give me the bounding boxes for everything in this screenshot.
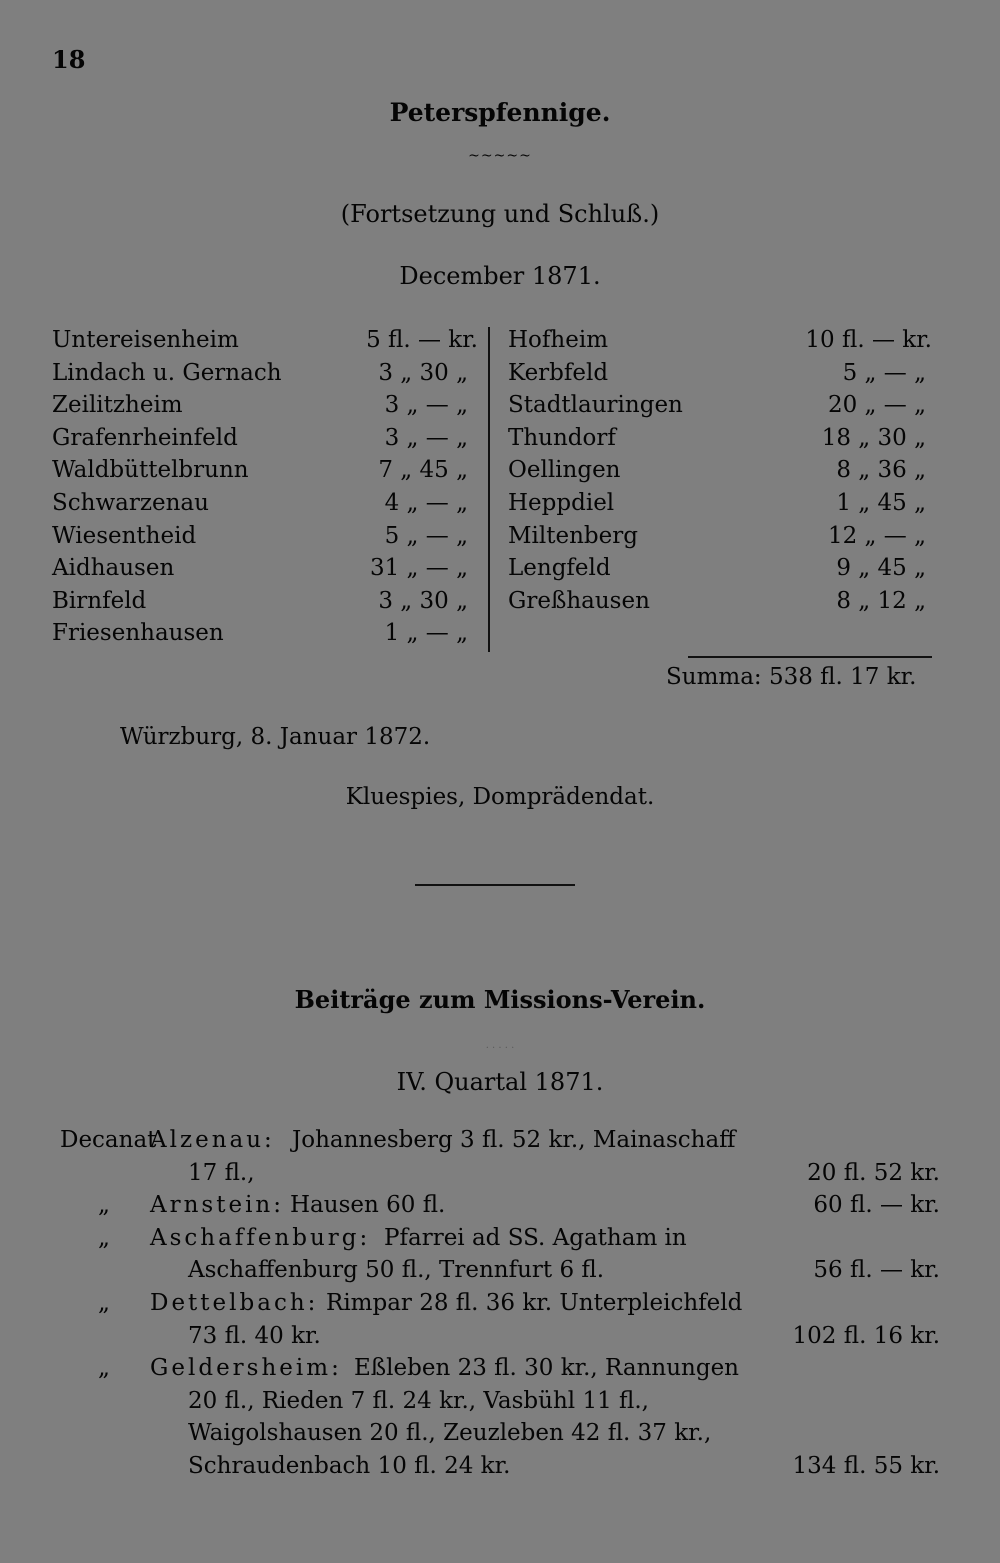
amount: 7 „ 45 „ [378,457,468,484]
entry-prefix: „ [98,1192,110,1219]
amount: 10 fl. — kr. [805,327,932,353]
amount: 5 fl. — kr. [366,327,478,353]
list-item [0,1320,1000,1353]
place-name: Stadtlauringen [508,392,683,419]
list-item [52,552,478,585]
list-item [52,487,478,520]
entry-text: Schraudenbach 10 fl. 24 kr. [188,1452,511,1479]
list-item [0,1222,1000,1255]
place-name: Heppdiel [508,489,615,516]
list-item [0,1254,1000,1287]
list-item [0,1157,1000,1190]
deanery-name: Aschaffenburg: [150,1224,371,1251]
entry-text: Rimpar 28 fl. 36 kr. Unterpleichfeld [326,1289,743,1316]
entry-text: Pfarrei ad SS. Agatham in [384,1224,687,1251]
place-name: Birnfeld [52,587,147,614]
entry-prefix: „ [98,1289,110,1316]
list-item [508,585,932,618]
contribution-list [0,1124,1000,1483]
list-item [52,357,478,390]
entry-text: 73 fl. 40 kr. [188,1322,321,1349]
list-item [508,357,932,390]
total-rule [688,656,932,658]
page-number: 18 [52,45,86,74]
entry-prefix: „ [98,1224,110,1251]
place-name: Untereisenheim [52,327,239,353]
list-item [52,389,478,422]
place-name: Lengfeld [508,555,611,582]
amount: 5 „ — „ [842,359,926,386]
list-item [0,1385,1000,1418]
list-item [0,1352,1000,1385]
right-column [508,324,932,617]
entry-text: 17 fl., [188,1159,255,1186]
deanery-name: Geldersheim: [150,1355,342,1382]
signature: Kluespies, Domprädendat. [345,784,655,810]
list-item [0,1124,1000,1157]
list-item [0,1189,1000,1222]
list-item [508,520,932,553]
deanery-name: Alzenau: [150,1127,275,1153]
entry-text: 20 fl., Rieden 7 fl. 24 kr., Vasbühl 11 fl., [188,1387,649,1414]
amount: 4 „ — „ [384,489,468,516]
list-item [508,324,932,357]
list-item [52,585,478,618]
deanery-name: Dettelbach: [150,1289,319,1316]
amount: 5 „ — „ [384,522,468,549]
place-name: Greßhausen [508,587,650,614]
list-item [0,1417,1000,1450]
entry-prefix: Decanat [60,1127,157,1153]
place-name: Aidhausen [52,555,175,582]
place-name: Thundorf [508,424,616,451]
place-name: Schwarzenau [52,489,209,516]
list-item [508,487,932,520]
entry-amount: 102 fl. 16 kr. [792,1322,940,1349]
amount: 3 „ 30 „ [378,359,468,386]
place-name: Zeilitzheim [52,392,183,419]
list-item [508,552,932,585]
amount: 20 „ — „ [827,392,926,419]
list-item [52,454,478,487]
list-item [508,454,932,487]
entry-amount: 134 fl. 55 kr. [792,1452,940,1479]
left-column [52,324,478,650]
section-subtitle: (Fortsetzung und Schluß.) [340,200,660,228]
amount: 8 „ 36 „ [836,457,926,484]
place-name: Oellingen [508,457,621,484]
section-title-peterspfennige: Peterspfennige. [389,98,611,127]
list-item [508,389,932,422]
total-sum: Summa: 538 fl. 17 kr. [666,664,917,690]
place-name: Grafenrheinfeld [52,424,238,451]
section-title-missions-verein: Beiträge zum Missions-Verein. [294,985,706,1014]
quarter-heading: IV. Quartal 1871. [396,1068,604,1096]
place-name: Wiesentheid [52,522,197,549]
place-name: Hofheim [508,327,609,353]
place-name: Friesenhausen [52,620,224,647]
amount: 18 „ 30 „ [821,424,926,451]
section-separator [415,884,575,886]
deanery-name: Arnstein: [150,1192,284,1219]
entry-amount: 20 fl. 52 kr. [807,1159,940,1186]
column-divider [488,327,490,652]
place-name: Kerbfeld [508,359,609,386]
place-name: Miltenberg [508,522,638,549]
list-item [52,422,478,455]
place-date: Würzburg, 8. Januar 1872. [120,724,431,750]
list-item [52,520,478,553]
amount: 3 „ — „ [384,424,468,451]
amount: 1 „ — „ [384,620,468,647]
amount: 12 „ — „ [827,522,926,549]
entry-amount: 60 fl. — kr. [813,1192,940,1219]
amount: 9 „ 45 „ [836,555,926,582]
entry-text: Eßleben 23 fl. 30 kr., Rannungen [354,1355,739,1382]
entry-prefix: „ [98,1355,110,1382]
ornament: ~~~~~ [468,148,532,164]
entry-text: Hausen 60 fl. [290,1192,446,1219]
list-item [508,422,932,455]
ornament-dots: . . . . . [485,1040,515,1051]
list-item [0,1287,1000,1320]
list-item [52,324,478,357]
month-heading: December 1871. [399,262,601,290]
entry-text: Waigolshausen 20 fl., Zeuzleben 42 fl. 37 kr., [188,1420,712,1447]
amount: 3 „ 30 „ [378,587,468,614]
list-item [52,617,478,650]
entry-text: Johannesberg 3 fl. 52 kr., Mainaschaff [292,1127,736,1153]
place-name: Waldbüttelbrunn [52,457,249,484]
amount: 8 „ 12 „ [836,587,926,614]
entry-amount: 56 fl. — kr. [813,1257,940,1284]
amount: 31 „ — „ [369,555,468,582]
amount: 1 „ 45 „ [836,489,926,516]
list-item [0,1450,1000,1483]
amount: 3 „ — „ [384,392,468,419]
entry-text: Aschaffenburg 50 fl., Trennfurt 6 fl. [188,1257,605,1284]
place-name: Lindach u. Gernach [52,359,282,386]
